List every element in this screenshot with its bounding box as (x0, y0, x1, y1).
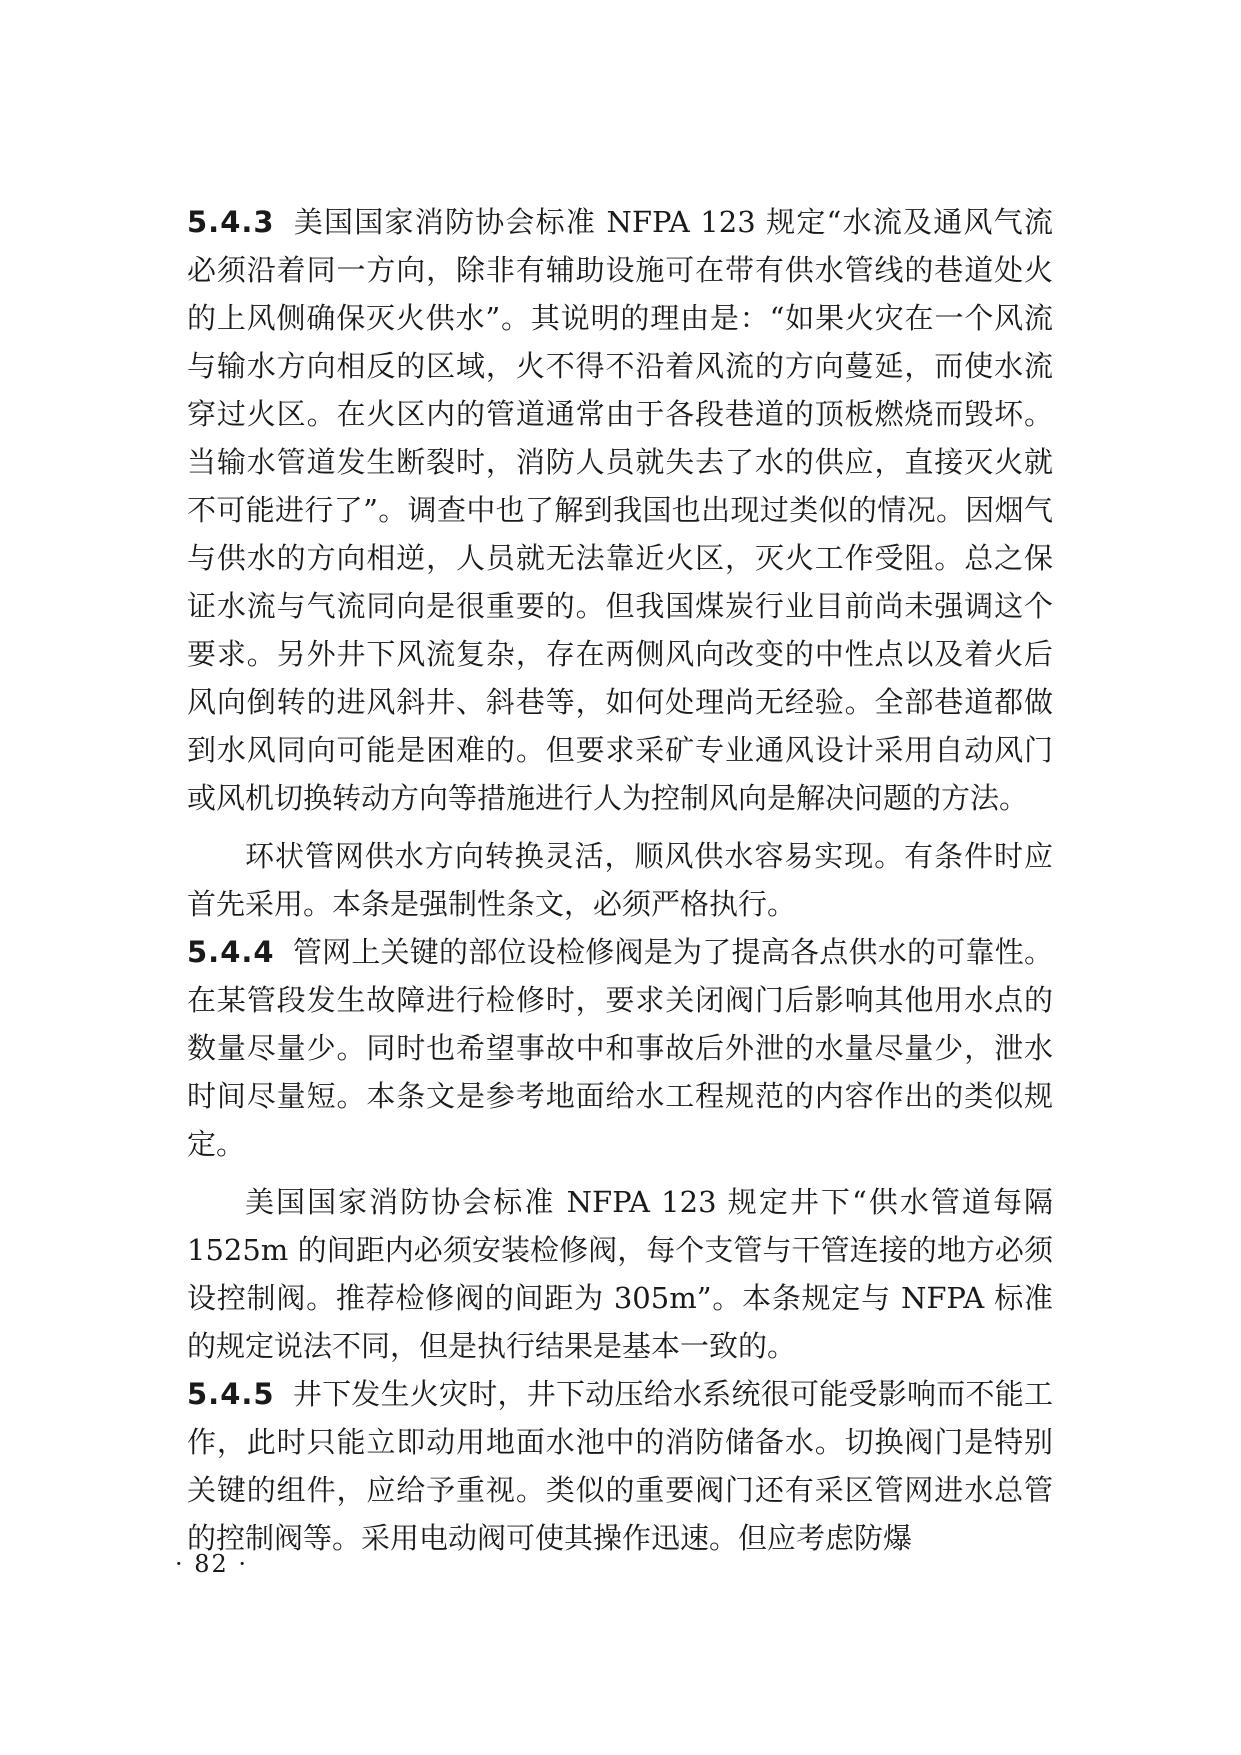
clause-number: 5.4.4 (187, 935, 275, 969)
clause-5-4-4-followup (187, 1178, 1053, 1370)
clause-text: 管网上关键的部位设检修阀是为了提高各点供水的可靠性。在某管段发生故障进行检修时，要求关闭阀门后影响其他用水点的数量尽量少。同时也希望事故中和事故后外泄的水量尽量少，泄水时间尽量短。本条文是参考地面给水工程规范的内容作出的类似规定。 (187, 935, 1053, 1161)
clause-followup-text: 美国国家消防协会标准 NFPA 123 规定井下“供水管道每隔 1525m 的间距内必须安装检修阀，每个支管与干管连接的地方必须设控制阀。推荐检修阀的间距为 305m”。本条规定与 NFPA 标准的规定说法不同，但是执行结果是基本一致的。 (187, 1185, 1053, 1363)
clause-5-4-3 (187, 198, 1053, 822)
clause-text: 美国国家消防协会标准 NFPA 123 规定“水流及通风气流必须沿着同一方向，除非有辅助设施可在带有供水管线的巷道处火的上风侧确保灭火供水”。其说明的理由是：“如果火灾在一个风流与输水方向相反的区域，火不得不沿着风流的方向蔓延，而使水流穿过火区。在火区内的管道通常由于各段巷道的顶板燃烧而毁坏。当输水管道发生断裂时，消防人员就失去了水的供应，直接灭火就不可能进行了”。调查中也了解到我国也出现过类似的情况。因烟气与供水的方向相逆，人员就无法靠近火区，灭火工作受阻。总之保证水流与气流同向是很重要的。但我国煤炭行业目前尚未强调这个要求。另外井下风流复杂，存在两侧风向改变的中性点以及着火后风向倒转的进风斜井、斜巷等，如何处理尚无经验。全部巷道都做到水风同向可能是困难的。但要求采矿专业通风设计采用自动风门或风机切换转动方向等措施进行人为控制风向是解决问题的方法。 (187, 205, 1053, 815)
clause-5-4-3-followup (187, 832, 1053, 928)
clause-followup-text: 环状管网供水方向转换灵活，顺风供水容易实现。有条件时应首先采用。本条是强制性条文，必须严格执行。 (187, 839, 1053, 921)
clause-5-4-4 (187, 928, 1053, 1168)
clause-number: 5.4.5 (187, 1377, 275, 1411)
clause-text: 井下发生火灾时，井下动压给水系统很可能受影响而不能工作，此时只能立即动用地面水池中的消防储备水。切换阀门是特别关键的组件，应给予重视。类似的重要阀门还有采区管网进水总管的控制阀等。采用电动阀可使其操作迅速。但应考虑防爆 (187, 1377, 1053, 1555)
clause-5-4-5 (187, 1370, 1053, 1562)
page-number: · 82 · (175, 1550, 249, 1578)
page-body (187, 198, 1053, 1562)
clause-number: 5.4.3 (187, 205, 275, 239)
